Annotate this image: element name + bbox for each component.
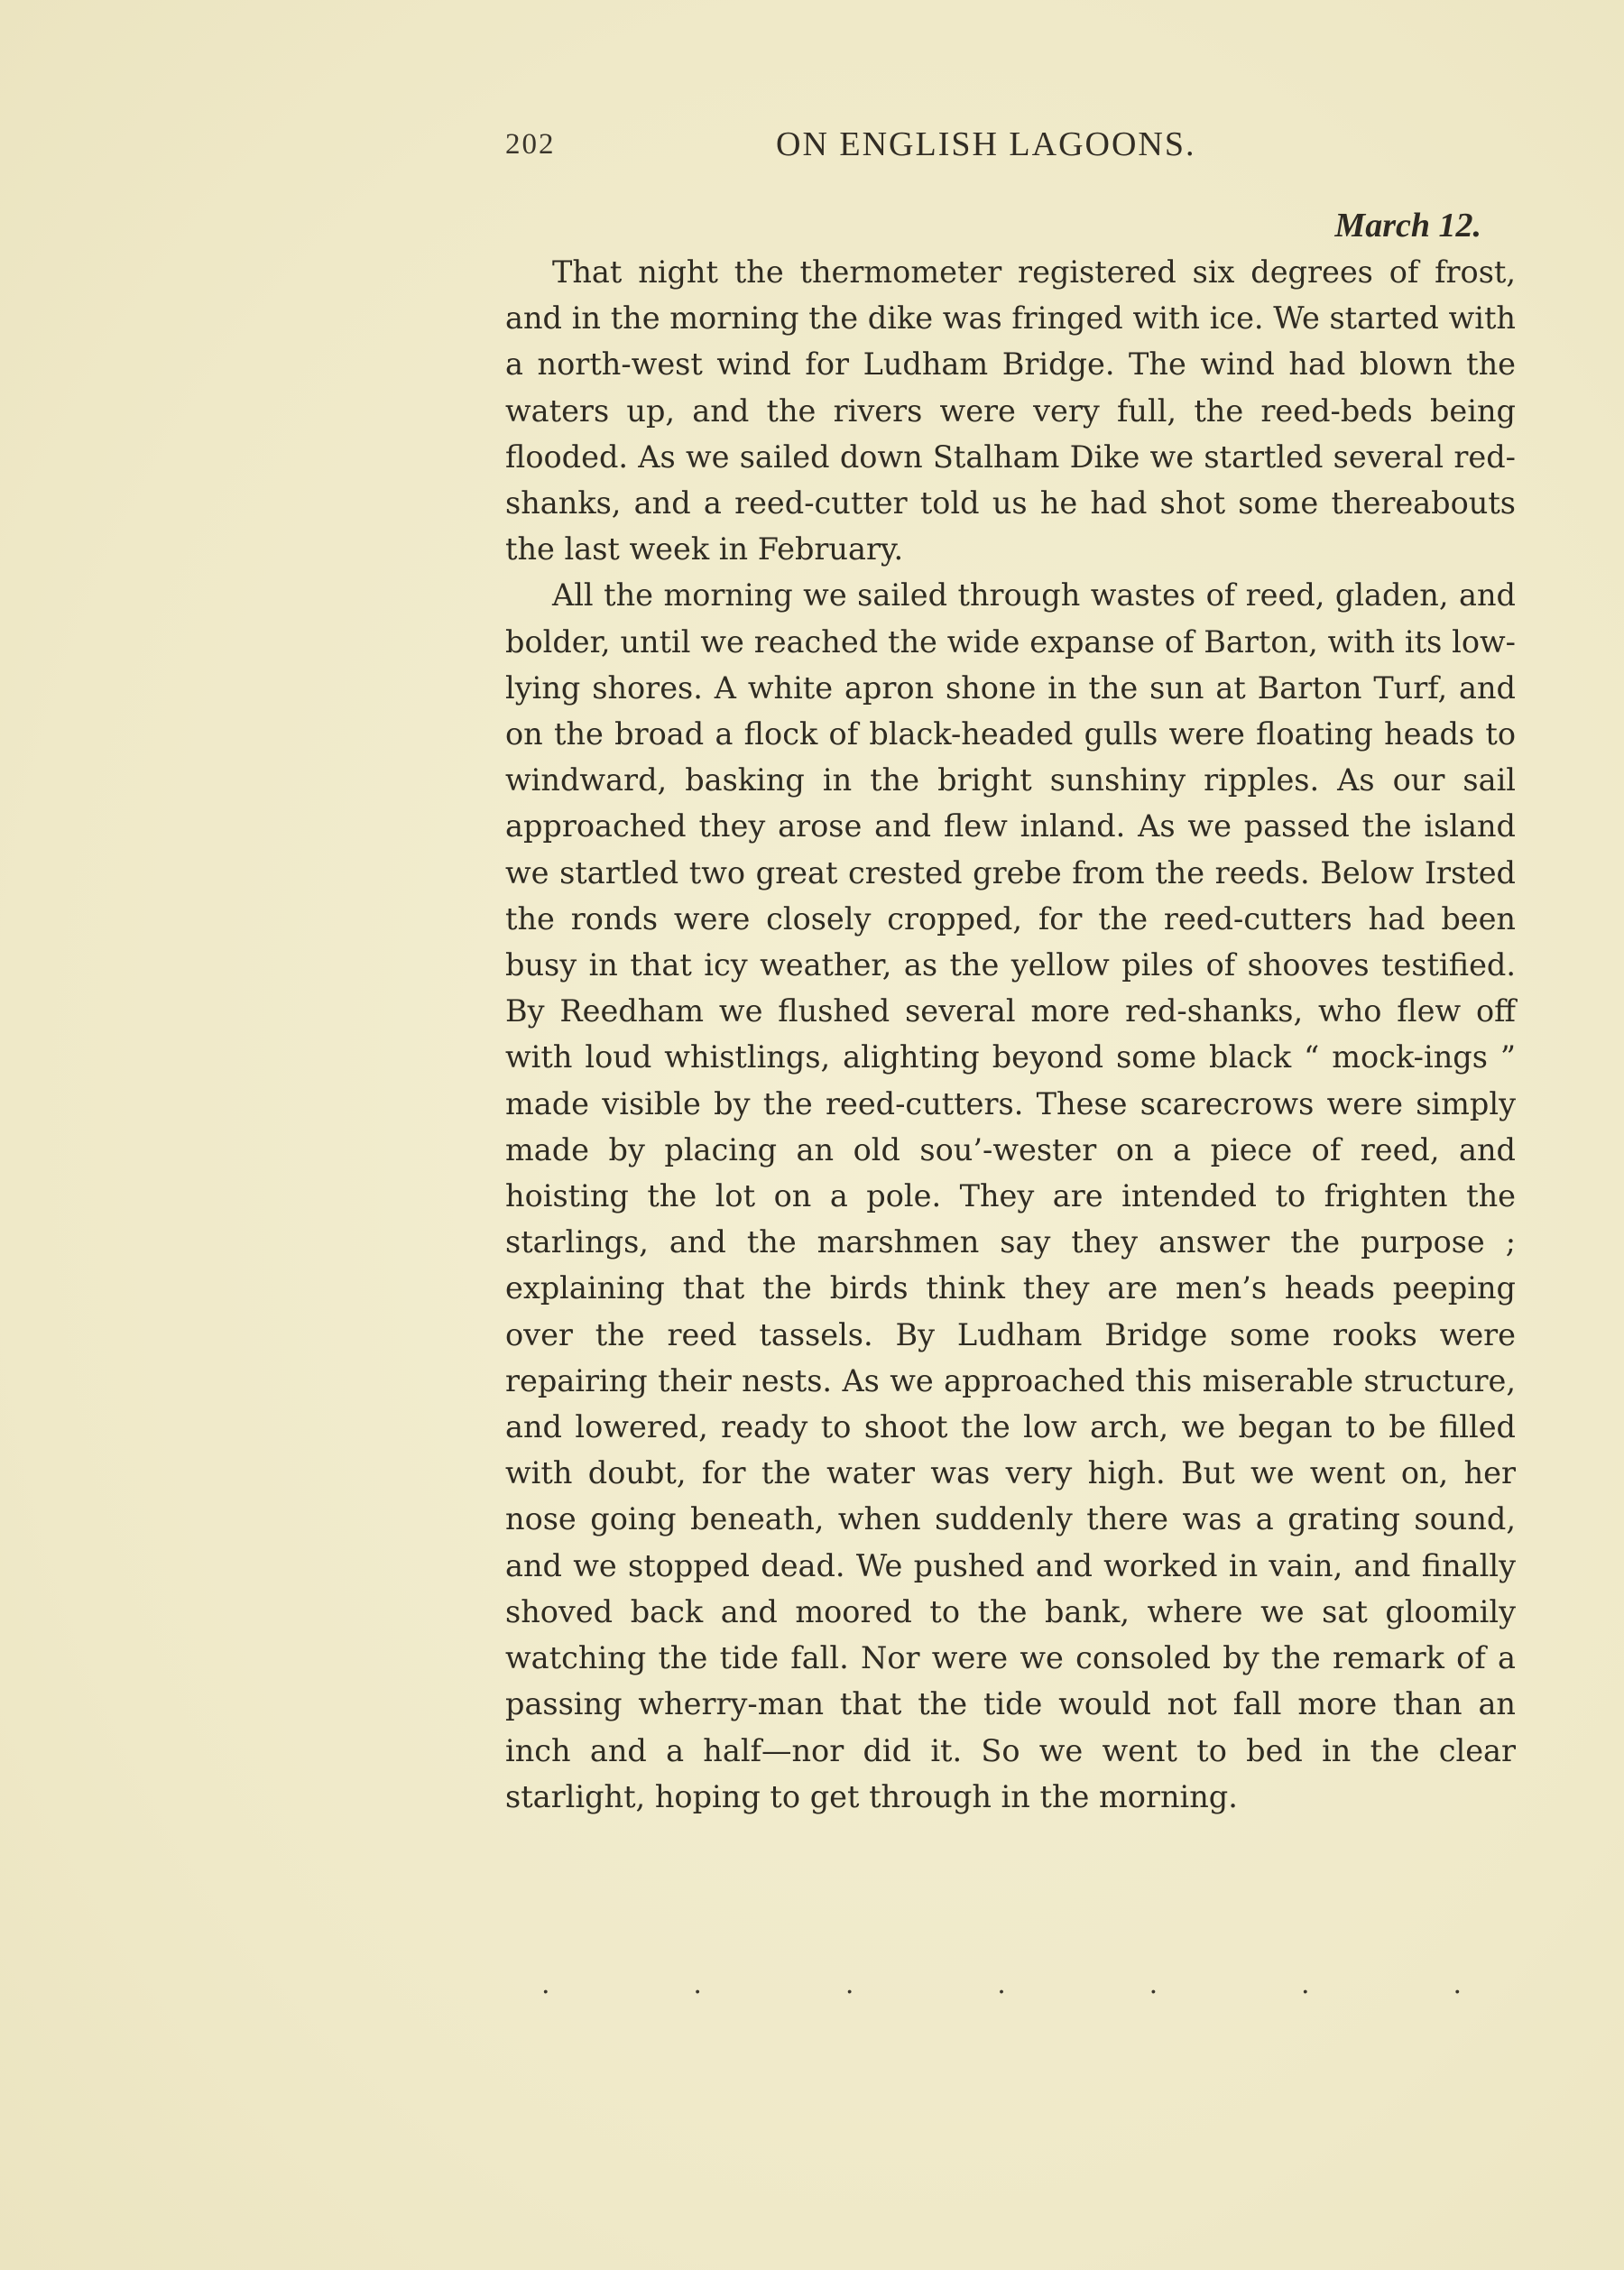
section-break-dot: .	[844, 1969, 854, 2000]
running-head	[505, 125, 1516, 182]
paragraph: All the morning we sailed through wastes of reed, gladen, and bolder, until we reached the wide expanse of Barton, with its low-lying shores. A white apron shone in the sun at Barton Turf, and on the broad a flock of black-headed gulls were floating heads to windward, basking in the bright sunshiny ripples. As our sail approached they arose and flew inland. As we passed the island we startled two great crested grebe from the reeds. Below Irsted the ronds were closely cropped, for the reed-cutters had been busy in that icy weather, as the yellow piles of shooves testified. By Reedham we flushed several more red-shanks, who flew off with loud whistlings, alighting beyond some black “ mock-ings ” made visible by the reed-cutters. These scarecrows were simply made by placing an old sou’-wester on a piece of reed, and hoisting the lot on a pole. They are intended to frighten the starlings, and the marshmen say they answer the purpose ; explaining that the birds think they are men’s heads peeping over the reed tassels. By Ludham Bridge some rooks were repairing their nests. As we approached this miserable structure, and lowered, ready to shoot the low arch, we began to be filled with doubt, for the water was very high. But we went on, her nose going beneath, when suddenly there was a grating sound, and we stopped dead. We pushed and worked in vain, and finally shoved back and moored to the bank, where we sat gloomily watching the tide fall. Nor were we consoled by the remark of a passing wherry-man that the tide would not fall more than an inch and a half—nor did it. So we went to bed in the clear starlight, hoping to get through in the morning.	[505, 577, 1516, 1814]
section-break-dot: .	[1149, 1969, 1158, 2000]
section-break-dot: .	[997, 1969, 1006, 2000]
dateline: March 12.	[1334, 207, 1481, 245]
page-number: 202	[505, 128, 556, 161]
running-title: ON ENGLISH LAGOONS.	[776, 125, 1196, 163]
section-break	[541, 1969, 1462, 2000]
section-break-dot: .	[693, 1969, 702, 2000]
body-text	[505, 249, 1516, 1820]
paragraph: That night the thermometer registered six degrees of frost, and in the morning the dike was fringed with ice. We started with a north-west wind for Ludham Bridge. The wind had blown the waters up, and the rivers were very full, the reed-beds being flooded. As we sailed down Stalham Dike we startled several red-shanks, and a reed-cutter told us he had shot some thereabouts the last week in February.	[505, 254, 1516, 568]
section-break-dot: .	[1301, 1969, 1310, 2000]
section-break-dot: .	[1453, 1969, 1462, 2000]
section-break-dot: .	[541, 1969, 550, 2000]
